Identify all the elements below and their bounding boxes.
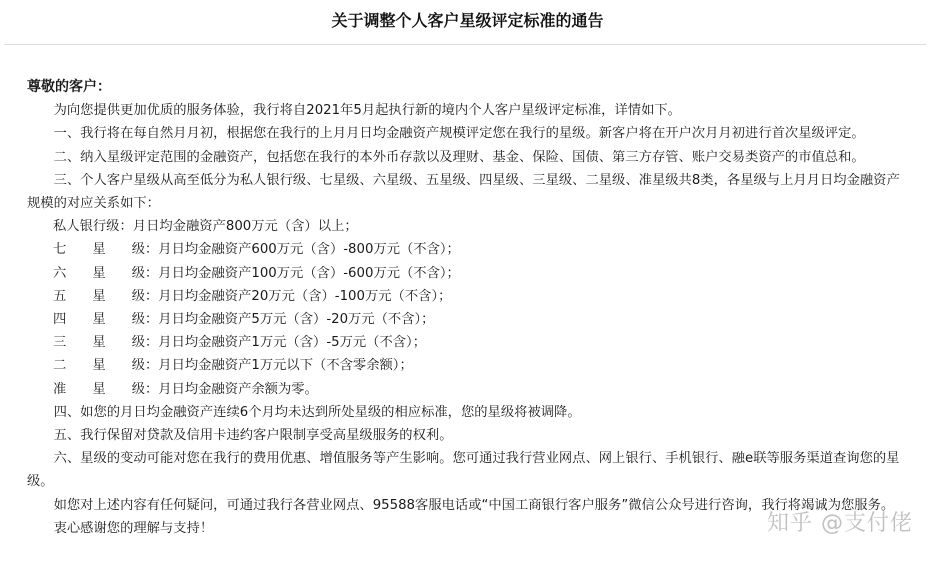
notice-title: 关于调整个人客户星级评定标准的通告	[331, 11, 604, 30]
tier-description: ：月日均金融资产800万元（含）以上；	[119, 219, 358, 235]
tier-name: 四星级	[53, 312, 145, 328]
title-divider	[4, 44, 926, 45]
tier-row	[27, 215, 907, 238]
tier-description: ：月日均金融资产5万元（含）-20万元（不含）；	[145, 312, 435, 328]
item-6: 六、星级的变动可能对您在我行的费用优惠、增值服务等产生影响。您可通过我行营业网点、网上银行、手机银行、融e联等服务渠道查询您的星级。	[27, 451, 900, 490]
item-5: 五、我行保留对贷款及信用卡违约客户限制享受高星级服务的权利。	[53, 428, 453, 444]
tier-description: ：月日均金融资产1万元（含）-5万元（不含）；	[145, 335, 427, 351]
tier-name: 私人银行级	[53, 219, 120, 235]
tier-row	[27, 378, 907, 401]
tier-name: 五星级	[53, 288, 145, 304]
salutation: 尊敬的客户：	[27, 79, 111, 95]
tier-name: 三星级	[53, 335, 145, 351]
tier-row	[27, 262, 907, 285]
tier-name: 六星级	[53, 265, 145, 281]
tier-description: ：月日均金融资产600万元（含）-800万元（不含）；	[145, 242, 460, 258]
zhihu-watermark: 知乎 @支付佬	[767, 511, 913, 536]
notice-body	[27, 76, 907, 540]
tier-row	[27, 238, 907, 261]
tier-description: ：月日均金融资产1万元以下（不含零余额）；	[145, 358, 413, 374]
tier-description: ：月日均金融资产100万元（含）-600万元（不含）；	[145, 265, 460, 281]
tier-row	[27, 331, 907, 354]
tier-description: ：月日均金融资产20万元（含）-100万元（不含）；	[145, 288, 452, 304]
tier-description: ：月日均金融资产余额为零。	[145, 381, 318, 397]
tier-name: 七星级	[53, 242, 145, 258]
tier-name: 准星级	[53, 381, 145, 397]
item-4: 四、如您的月日均金融资产连续6个月均未达到所处星级的相应标准，您的星级将被调降。	[53, 404, 581, 420]
intro-paragraph: 为向您提供更加优质的服务体验，我行将自2021年5月起执行新的境内个人客户星级评定标准，详情如下。	[53, 103, 681, 119]
contact-paragraph: 如您对上述内容有任何疑问，可通过我行各营业网点、95588客服电话或“中国工商银行客户服务”微信公众号进行咨询，我行将竭诚为您服务。	[53, 497, 895, 513]
tier-row	[27, 308, 907, 331]
closing-paragraph: 衷心感谢您的理解与支持！	[53, 520, 214, 536]
tier-name: 二星级	[53, 358, 145, 374]
tier-row	[27, 285, 907, 308]
item-3: 三、个人客户星级从高至低分为私人银行级、七星级、六星级、五星级、四星级、三星级、二星级、准星级共8类，各星级与上月月日均金融资产规模的对应关系如下：	[27, 172, 900, 212]
item-2: 二、纳入星级评定范围的金融资产，包括您在我行的本外币存款以及理财、基金、保险、国债、第三方存管、账户交易类资产的市值总和。	[53, 149, 865, 165]
tier-row	[27, 354, 907, 377]
item-1: 一、我行将在每自然月月初，根据您在我行的上月月日均金融资产规模评定您在我行的星级。新客户将在开户次月月初进行首次星级评定。	[53, 126, 865, 142]
